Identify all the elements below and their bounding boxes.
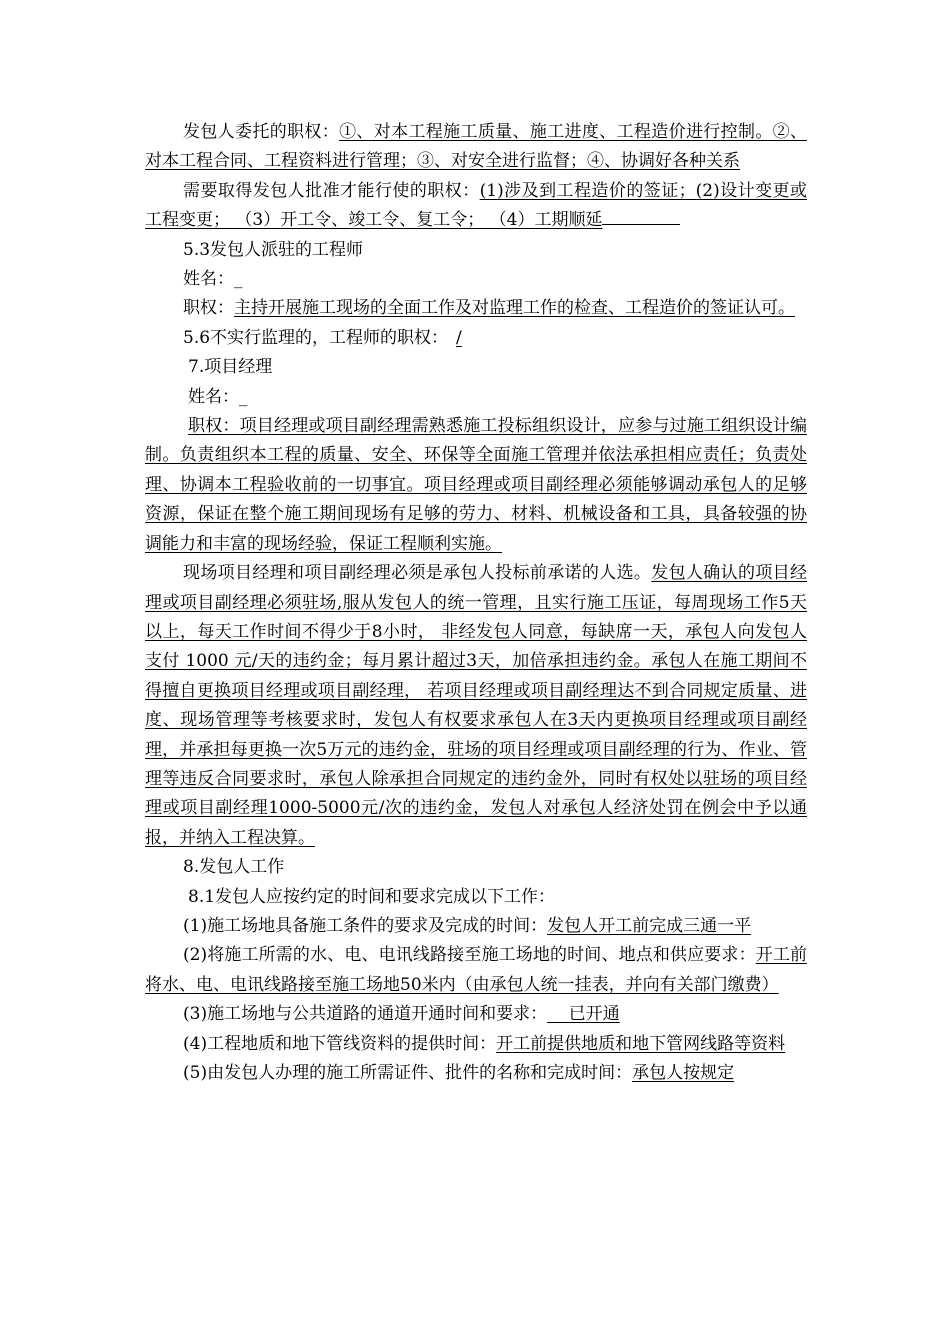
approval-powers-value: (1)涉及到工程造价的签证；(2)设计变更或工程变更； （3）开工令、竣工令、复工令； （4）工期顺延 [145,180,807,231]
item-4-label: (4)工程地质和地下管线资料的提供时间： [183,1033,497,1054]
blank-underline [602,206,680,225]
section-8-title: 8.发包人工作 [183,857,285,878]
item-1-label: (1)施工场地具备施工条件的要求及完成的时间： [183,915,548,936]
pm-onsite-value: 发包人确认的项目经理或项目副经理必须驻场,服从发包人的统一管理，且实行施工压证，每周现场工作5天以上，每天工作时间不得少于8小时， 非经发包人同意，每缺席一天，承包人向发包人支付 1000 元/天的违约金；每月累计超过3天，加倍承担违约金。承包人在施工期间不得擅自更换项目经理或项目副经理， 若项目经理或项目副经理达不到合同规定质量、进度、现场管理等考核要求时，发包人有权要求承包人在3天内更换项目经理或项目副经理，并承担每更换一次5万元的违约金，驻场的项目经理或项目副经理的行为、作业、管理等违反合同要求时，承包人除承担合同规定的违约金外，同时有权处以驻场的项目经理或项目副经理1000-5000元/次的违约金，发包人对承包人经济处罚在例会中予以通报，并纳入工程决算。 [145,563,808,848]
item-4-value: 开工前提供地质和地下管网线路等资料 [496,1033,786,1054]
engineer-name-value: _ [234,269,243,290]
section-5-6-value: / [456,327,462,348]
item-5-label: (5)由发包人办理的施工所需证件、批件的名称和完成时间： [183,1063,633,1083]
section-7-title: 7.项目经理 [188,357,273,378]
item-2-label: (2)将施工所需的水、电、电讯线路接至施工场地的时间、地点和供应要求： [183,945,756,966]
item-5 [145,1059,807,1088]
employer-powers-value: ①、对本工程施工质量、施工进度、工程造价进行控制。②、对本工程合同、工程资料进行管理；③、对安全进行监督；④、协调好各种关系 [145,122,808,172]
item-1 [145,912,807,941]
engineer-powers-label: 职权： [183,298,234,319]
engineer-name [145,265,807,294]
pm-onsite-label: 现场项目经理和项目副经理必须是承包人投标前承诺的人选。 [183,563,652,584]
pm-onsite [145,559,807,853]
section-5-6-label: 5.6不实行监理的，工程师的职权： [183,327,449,348]
pm-name [145,383,807,412]
item-4 [145,1030,807,1059]
engineer-powers-value: 主持开展施工现场的全面工作及对监理工作的检查、工程造价的签证认可。 [234,298,795,319]
item-2 [145,941,807,1000]
document-page [145,118,807,1088]
item-3 [145,1000,807,1029]
pm-name-label: 姓名： [188,386,239,407]
engineer-name-label: 姓名： [183,269,234,290]
approval-powers [145,177,807,236]
section-8-1-title: 8.1发包人应按约定的时间和要求完成以下工作： [188,886,556,907]
pm-powers [145,412,807,559]
item-2-value: 开工前将水、电、电讯线路接至施工场地50米内（由承包人统一挂表，并向有关部门缴费） [145,945,807,995]
item-5-value: 承包人按规定 [632,1063,735,1083]
item-1-value: 发包人开工前完成三通一平 [547,915,752,936]
engineer-powers [145,294,807,323]
pm-powers-text: 职权：项目经理或项目副经理需熟悉施工投标组织设计，应参与过施工组织设计编制。负责组织本工程的质量、安全、环保等全面施工管理并依法承担相应责任；负责处理、协调本工程验收前的一切事宜。项目经理或项目副经理必须能够调动承包人的足够资源，保证在整个施工期间现场有足够的劳力、材料、机械设备和工具，具备较强的协调能力和丰富的现场经验，保证工程顺利实施。 [145,416,807,554]
pm-name-value: _ [239,386,248,407]
item-3-label: (3)施工场地与公共道路的通道开通时间和要求： [183,1004,548,1025]
employer-powers [145,118,807,177]
section-5-3-title: 5.3发包人派驻的工程师 [183,239,364,260]
item-3-value: 已开通 [547,1004,620,1025]
section-5-6 [145,324,807,353]
approval-powers-label: 需要取得发包人批准才能行使的职权： [183,180,480,201]
employer-powers-label: 发包人委托的职权： [183,122,340,142]
